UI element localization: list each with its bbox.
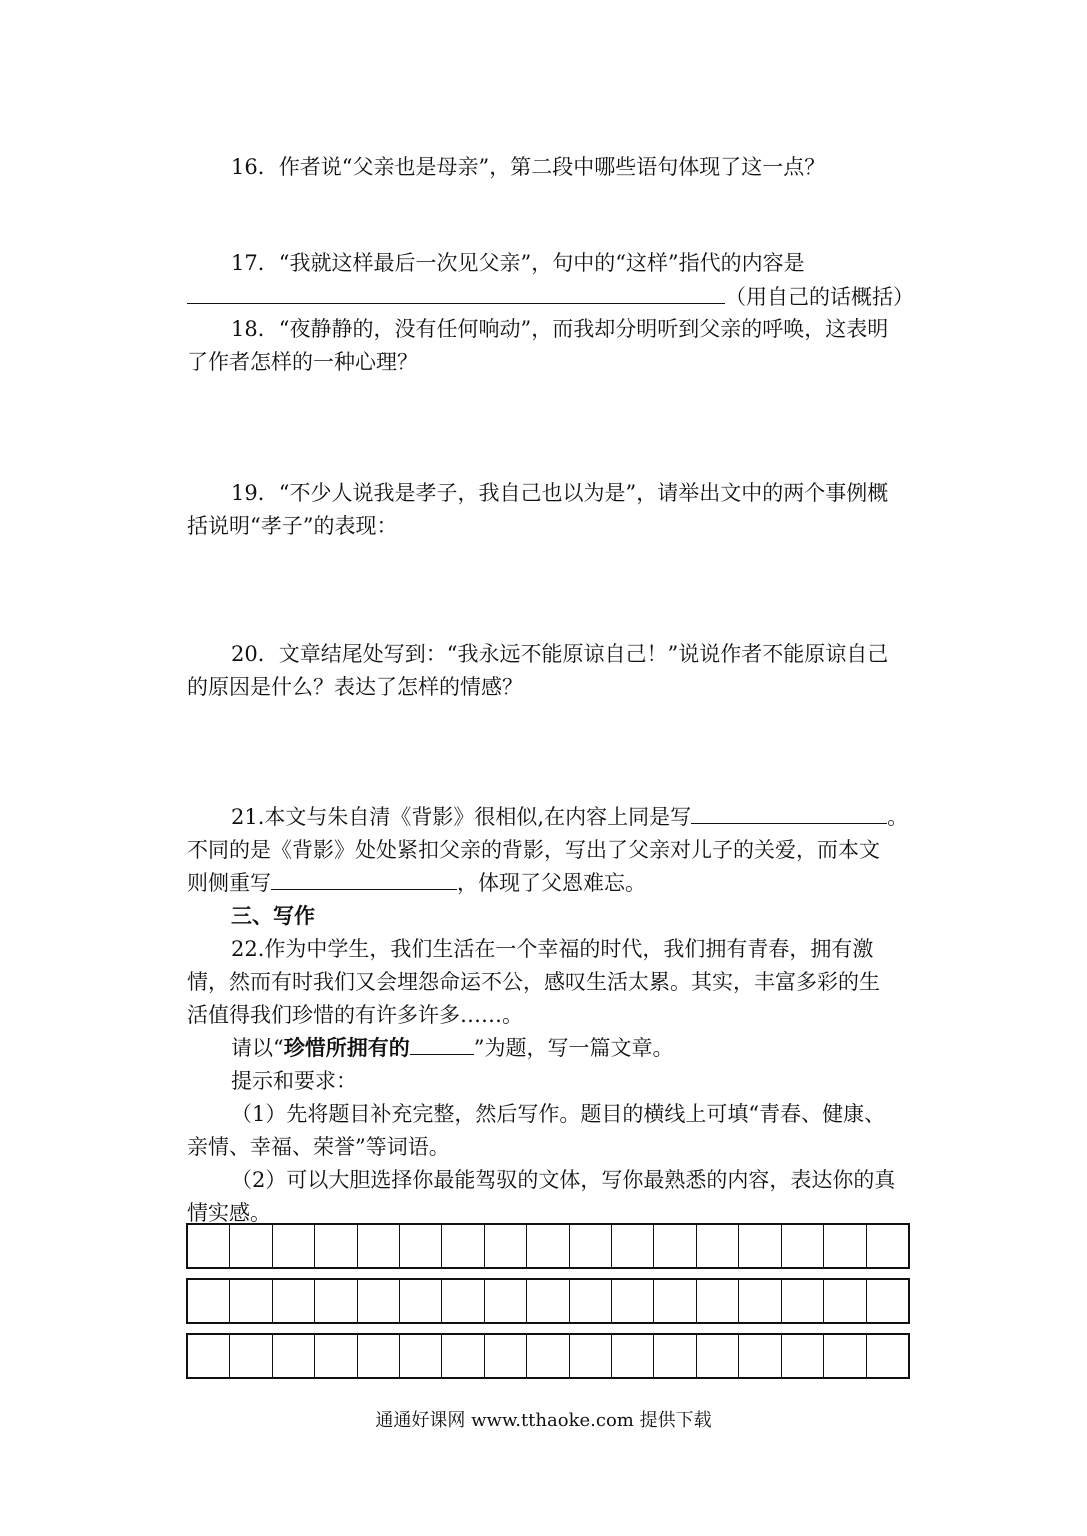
writing-grid-cell[interactable] <box>188 1335 230 1377</box>
question-21-text-a: 21.本文与朱自清《背影》很相似,在内容上同是写 <box>231 805 692 829</box>
writing-grid-cell[interactable] <box>230 1335 272 1377</box>
prompt-text-b: ”为题，写一篇文章。 <box>473 1036 674 1060</box>
question-21-text-c: 则侧重写 <box>187 871 271 895</box>
writing-grid-cell[interactable] <box>697 1335 739 1377</box>
writing-grid-cell[interactable] <box>400 1280 442 1322</box>
writing-grid-cell[interactable] <box>782 1225 824 1267</box>
question-16: 16．作者说“父亲也是母亲”，第二段中哪些语句体现了这一点？ <box>231 155 826 179</box>
prompt-title: 珍惜所拥有的 <box>283 1035 410 1060</box>
writing-grid-cell[interactable] <box>824 1280 866 1322</box>
writing-grid-cell[interactable] <box>867 1280 908 1322</box>
question-19-line-1: 19．“不少人说我是孝子，我自己也以为是”，请举出文中的两个事例概 <box>231 481 889 505</box>
question-21-text-d: ，体现了父恩难忘。 <box>457 871 646 895</box>
question-20-line-2: 的原因是什么？表达了怎样的情感？ <box>187 675 523 699</box>
writing-grid-cell[interactable] <box>230 1225 272 1267</box>
writing-prompt <box>231 1031 902 1065</box>
writing-grid-cell[interactable] <box>527 1335 569 1377</box>
writing-grid-cell[interactable] <box>315 1280 357 1322</box>
writing-grid-cell[interactable] <box>485 1280 527 1322</box>
question-21-line-2: 不同的是《背影》处处紧扣父亲的背影，写出了父亲对儿子的关爱，而本文 <box>187 838 880 862</box>
question-17-answer-line <box>187 280 914 314</box>
page-footer: 通通好课网 www.tthaoke.com 提供下载 <box>375 1410 712 1431</box>
writing-grid-cell[interactable] <box>400 1335 442 1377</box>
question-21-text-b: 。 <box>887 805 909 829</box>
writing-grid-row[interactable] <box>186 1333 910 1379</box>
question-22-line-2: 情，然而有时我们又会埋怨命运不公，感叹生活太累。其实，丰富多彩的生 <box>187 970 880 994</box>
writing-grid-cell[interactable] <box>824 1225 866 1267</box>
question-22-line-1: 22.作为中学生，我们生活在一个幸福的时代，我们拥有青春，拥有激 <box>231 937 874 961</box>
writing-grid-cell[interactable] <box>654 1225 696 1267</box>
writing-grid-cell[interactable] <box>527 1225 569 1267</box>
writing-grid-cell[interactable] <box>358 1280 400 1322</box>
writing-grid-cell[interactable] <box>612 1225 654 1267</box>
writing-grid-cell[interactable] <box>739 1225 781 1267</box>
writing-grid-cell[interactable] <box>654 1335 696 1377</box>
writing-grid-cell[interactable] <box>485 1225 527 1267</box>
writing-grid-cell[interactable] <box>485 1335 527 1377</box>
writing-grid-cell[interactable] <box>273 1280 315 1322</box>
writing-grid-cell[interactable] <box>612 1280 654 1322</box>
writing-grid-cell[interactable] <box>867 1335 908 1377</box>
question-17: 17．“我就这样最后一次见父亲”，句中的“这样”指代的内容是 <box>231 251 805 275</box>
writing-grid-row[interactable] <box>186 1278 910 1324</box>
writing-grid-cell[interactable] <box>867 1225 908 1267</box>
writing-grid-cell[interactable] <box>739 1335 781 1377</box>
writing-grid-cell[interactable] <box>782 1280 824 1322</box>
writing-grid-cell[interactable] <box>442 1225 484 1267</box>
writing-grid-cell[interactable] <box>697 1225 739 1267</box>
question-18-line-1: 18．“夜静静的，没有任何响动”，而我却分明听到父亲的呼唤，这表明 <box>231 317 889 341</box>
answer-blank <box>271 867 457 890</box>
writing-grid-cell[interactable] <box>188 1280 230 1322</box>
writing-grid-cell[interactable] <box>527 1280 569 1322</box>
writing-grid-cell[interactable] <box>400 1225 442 1267</box>
writing-grid-cell[interactable] <box>358 1225 400 1267</box>
writing-grid-cell[interactable] <box>442 1335 484 1377</box>
question-20-line-1: 20．文章结尾处写到：“我永远不能原谅自己！”说说作者不能原谅自己 <box>231 642 889 666</box>
question-22-line-3: 活值得我们珍惜的有许多许多……。 <box>187 1003 523 1027</box>
writing-grid-cell[interactable] <box>570 1280 612 1322</box>
writing-grid-cell[interactable] <box>570 1335 612 1377</box>
hint-2-line-2: 情实感。 <box>187 1201 271 1225</box>
writing-grid-cell[interactable] <box>824 1335 866 1377</box>
prompt-text-a: 请以“ <box>231 1036 284 1060</box>
writing-grid-cell[interactable] <box>315 1335 357 1377</box>
question-21-line-3 <box>187 866 902 900</box>
writing-grid-cell[interactable] <box>612 1335 654 1377</box>
writing-grid-cell[interactable] <box>739 1280 781 1322</box>
question-21-line-1 <box>231 800 909 834</box>
title-blank <box>410 1032 474 1055</box>
writing-grid-cell[interactable] <box>697 1280 739 1322</box>
writing-grid-cell[interactable] <box>273 1335 315 1377</box>
writing-grid-cell[interactable] <box>358 1335 400 1377</box>
question-18-line-2: 了作者怎样的一种心理？ <box>187 350 418 374</box>
answer-blank <box>187 281 725 304</box>
answer-blank <box>691 801 887 824</box>
writing-grid-cell[interactable] <box>230 1280 272 1322</box>
hint-1-line-2: 亲情、幸福、荣誉”等词语。 <box>187 1135 450 1159</box>
hint-2-line-1: （2）可以大胆选择你最能驾驭的文体，写你最熟悉的内容，表达你的真 <box>231 1168 896 1192</box>
question-17-suffix: （用自己的话概括） <box>725 285 914 309</box>
writing-grid-cell[interactable] <box>782 1335 824 1377</box>
writing-grid-cell[interactable] <box>442 1280 484 1322</box>
writing-grid-row[interactable] <box>186 1223 910 1269</box>
writing-heading: 三、写作 <box>231 903 315 928</box>
hints-label: 提示和要求： <box>231 1069 357 1093</box>
question-19-line-2: 括说明“孝子”的表现： <box>187 514 398 538</box>
writing-grid-cell[interactable] <box>188 1225 230 1267</box>
writing-grid-cell[interactable] <box>654 1280 696 1322</box>
hint-1-line-1: （1）先将题目补充完整，然后写作。题目的横线上可填“青春、健康、 <box>231 1102 886 1126</box>
writing-grid-cell[interactable] <box>315 1225 357 1267</box>
writing-grid-cell[interactable] <box>273 1225 315 1267</box>
writing-grid-cell[interactable] <box>570 1225 612 1267</box>
